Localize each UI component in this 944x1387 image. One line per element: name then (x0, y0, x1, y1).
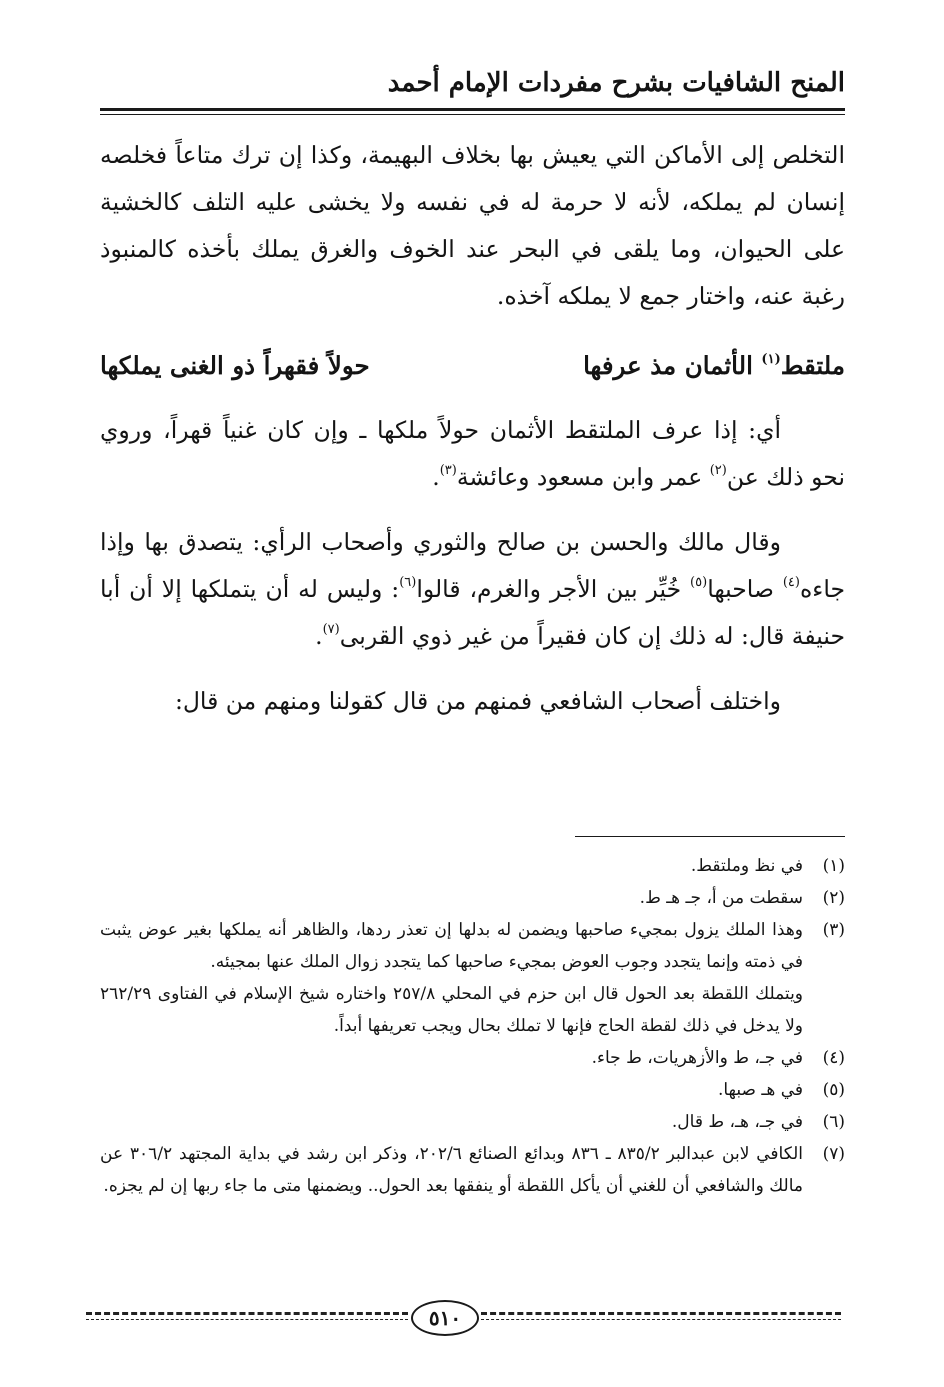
verse-line (100, 342, 845, 389)
footnote-number: (٦) (822, 1112, 845, 1132)
verse-hemistich-1 (583, 342, 845, 389)
paragraph-2-text-b: عمر وابن مسعود وعائشة (456, 463, 710, 491)
verse-hemistich-1-rest: الأثمان مذ عرفها (583, 351, 753, 380)
footnote-text: وهذا الملك يزول بمجيء صاحبها ويضمن له بدلها إن تعذر ردها، والظاهر أنه يملكها بغير عوض يثبت في ذمته وإنما يتجدد وجوب العوض بمجيء صاحبها كما يتجدد زوال الملك عنها بمجيئه. (100, 920, 803, 972)
footnote-item (100, 882, 845, 914)
paragraph-1: التخلص إلى الأماكن التي يعيش بها بخلاف البهيمة، وكذا إن ترك متاعاً فخلصه إنسان لم يملكه، لأنه لا حرمة له في نفسه ولا يخشى عليه التلف كالخشية على الحيوان، وما يلقى في البحر عند الخوف والغرق يملك بأخذه كالمنبوذ رغبة عنه، واختار جمع لا يملكه آخذه. (100, 141, 845, 310)
paragraph-4: واختلف أصحاب الشافعي فمنهم من قال كقولنا ومنهم من قال: (174, 687, 781, 715)
footer-dash-left (86, 1312, 408, 1315)
footnote-number: (٧) (822, 1144, 845, 1164)
footnote-text: في نظ وملتقط. (690, 856, 803, 876)
page-footer (86, 1300, 846, 1340)
paragraph-2-text-a: أي: إذا عرف الملتقط الأثمان حولاً ملكها ـ وإن كان غنياً قهراً، وروي نحو ذلك عن (100, 416, 845, 491)
footnote-item (100, 1042, 845, 1074)
verse-word-multaqit: ملتقط (780, 351, 845, 380)
footnote-ref-4[interactable]: (٤) (782, 575, 800, 590)
footnote-text-block (100, 914, 803, 1042)
paragraph-3 (100, 519, 845, 660)
page-number: ٥١٠ (411, 1300, 479, 1336)
footnote-number: (٥) (822, 1080, 845, 1100)
footnote-number: (٣) (822, 920, 845, 940)
footnote-text: الكافي لابن عبدالبر ٨٣٥/٢ ـ ٨٣٦ وبدائع الصنائع ٢٠٢/٦، وذكر ابن رشد في بداية المجتهد ٣٠٦/٢ عن مالك والشافعي أن للغني أن يأكل اللقطة أو ينفقها بعد الحول.. ويضمنها متى ما جاء ربها إن لم يجزه. (100, 1144, 804, 1196)
running-title: المنح الشافيات بشرح مفردات الإمام أحمد (387, 68, 845, 98)
paragraph-3-text-e: . (315, 622, 323, 650)
book-page (100, 60, 845, 1340)
paragraph-3-text-a: وقال مالك والحسن بن صالح والثوري وأصحاب الرأي: يتصدق بها وإذا جاءه (100, 528, 846, 603)
footnote-ref-3[interactable]: (٣) (439, 463, 457, 478)
footnote-number: (٤) (822, 1048, 845, 1068)
footer-dash-right-thin (481, 1319, 841, 1320)
header-rule-thin (100, 114, 845, 115)
main-text (100, 132, 845, 725)
paragraph-2 (100, 407, 845, 501)
footnote-item (100, 850, 845, 882)
footnote-text: في هـ صبها. (717, 1080, 803, 1100)
footer-dash-right (481, 1312, 841, 1315)
footnote-text: سقطت من أ، جـ هـ ط. (639, 888, 803, 908)
verse-hemistich-2: حولاً فقهراً ذو الغنى يملكها (100, 351, 370, 380)
footnote-number: (٢) (822, 888, 845, 908)
footnote-text: في جـ، ط والأزهريات، ط جاء. (591, 1048, 803, 1068)
footnote-item (100, 914, 845, 1042)
footnote-separator (575, 836, 845, 837)
footnote-ref-7[interactable]: (٧) (322, 622, 340, 637)
paragraph-3-text-c: خُيِّر بين الأجر والغرم، قالوا (416, 575, 691, 603)
header-rule-thick (100, 108, 845, 111)
footnote-ref-5[interactable]: (٥) (690, 575, 708, 590)
paragraph-3-text-d: : وليس له أن يتملكها إلا أن أبا حنيفة قال: له ذلك إن كان فقيراً من غير ذوي القربى (100, 575, 845, 650)
footer-dash-left-thin (86, 1319, 408, 1320)
footnotes-list (100, 850, 845, 1202)
footnote-number: (١) (822, 856, 845, 876)
footnote-item (100, 1138, 845, 1202)
footnote-text: في جـ، هـ، ط قال. (671, 1112, 803, 1132)
footnote-ref-2[interactable]: (٢) (709, 463, 727, 478)
footnote-ref-1[interactable]: (١) (761, 352, 781, 367)
footnote-item (100, 1106, 845, 1138)
paragraph-2-text-c: . (432, 463, 440, 491)
footnote-ref-6[interactable]: (٦) (399, 575, 417, 590)
footnote-text-continued: ويتملك اللقطة بعد الحول قال ابن حزم في المحلي ٢٥٧/٨ واختاره شيخ الإسلام في الفتاوى ٢٦٢/٢٩ ولا يدخل في ذلك لقطة الحاج فإنها لا تملك بحال ويجب تعريفها أبداً. (100, 984, 804, 1036)
paragraph-3-text-b: صاحبها (707, 575, 783, 603)
footnote-item (100, 1074, 845, 1106)
